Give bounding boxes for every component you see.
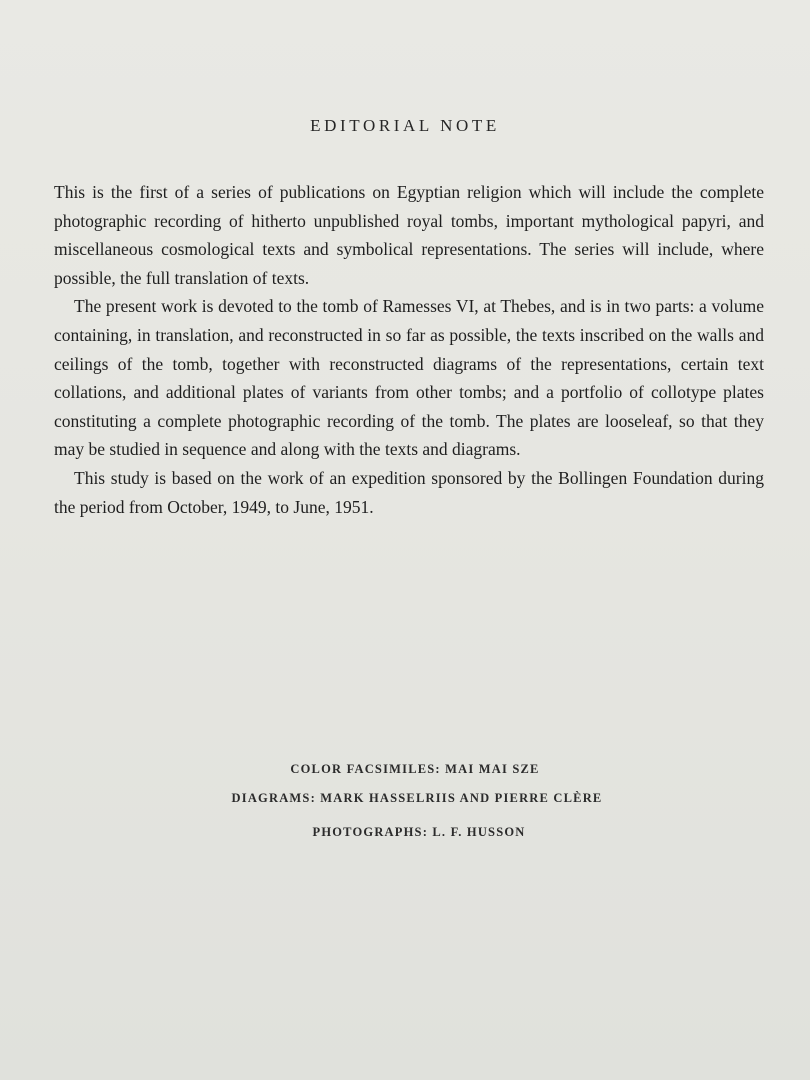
paragraph-present-work: The present work is devoted to the tomb of Ramesses VI, at Thebes, and is in two parts: a volume containing, in translation, and reconstructed in so far as possible, the texts inscribed on the walls and ceilings of the tomb, together with reconstructed diagrams of the representations, certain text collations, and additional plates of variants from other tombs; and a portfolio of collotype plates constituting a complete photographic recording of the tomb. The plates are looseleaf, so that they may be studied in sequence and along with the texts and diagrams. <box>54 296 764 460</box>
credit-photographs: PHOTOGRAPHS: L. F. HUSSON <box>312 825 526 839</box>
editorial-body <box>54 178 764 521</box>
page-heading: EDITORIAL NOTE <box>310 116 500 135</box>
paragraph-series-intro: This is the first of a series of publications on Egyptian religion which will include the complete photographic recording of hitherto unpublished royal tombs, important mythological papyri, and miscellaneous cosmological texts and symbolical representations. The series will include, where possible, the full translation of texts. <box>54 182 764 288</box>
credit-color-facsimiles: COLOR FACSIMILES: MAI MAI SZE <box>290 762 540 776</box>
credit-diagrams: DIAGRAMS: MARK HASSELRIIS AND PIERRE CLÈRE <box>231 791 603 805</box>
paragraph-expedition: This study is based on the work of an expedition sponsored by the Bollingen Foundation during the period from October, 1949, to June, 1951. <box>54 467 764 517</box>
